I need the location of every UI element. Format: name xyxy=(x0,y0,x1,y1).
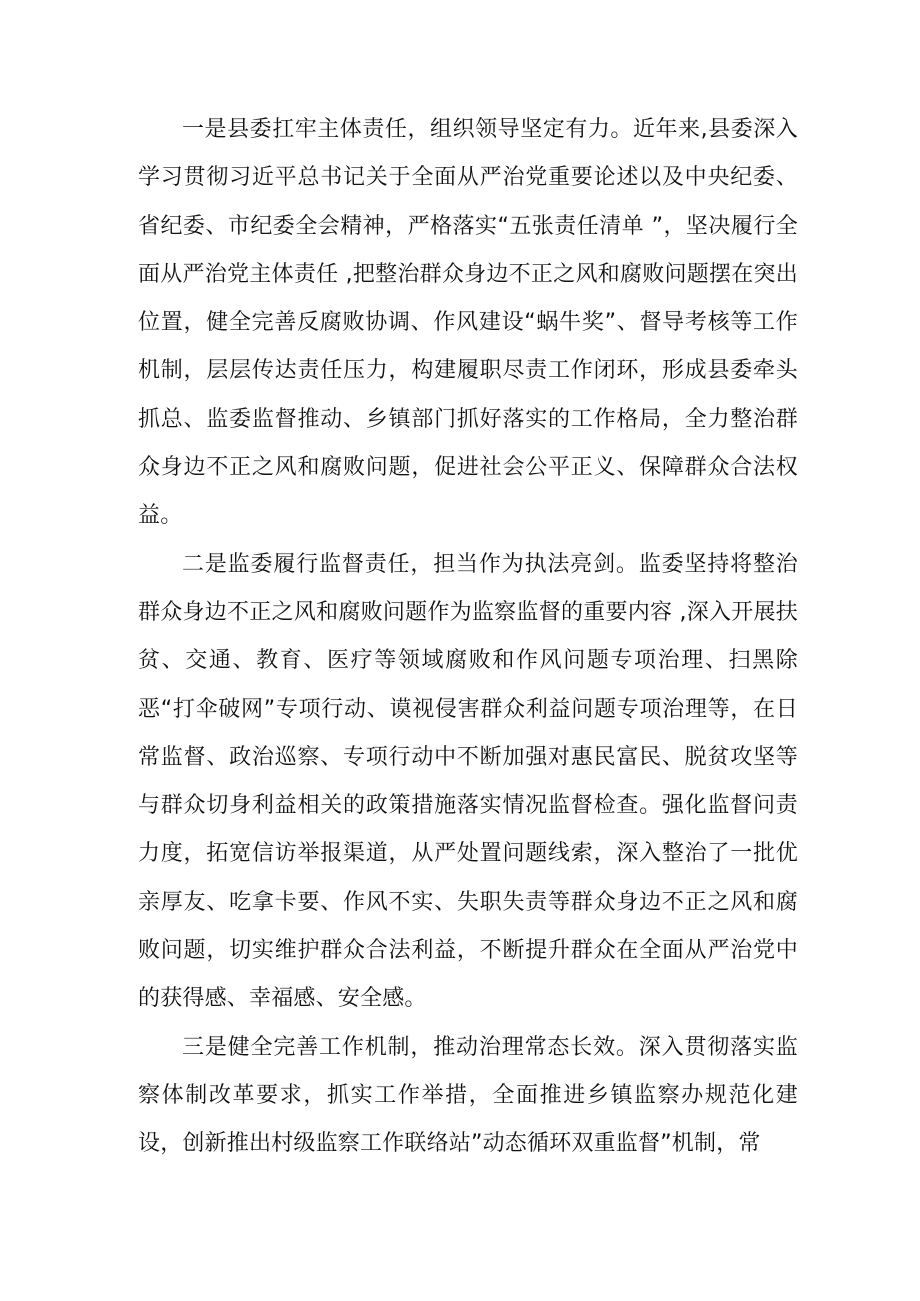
document-body xyxy=(138,106,798,1169)
paragraph-1: 一是县委扛牢主体责任，组织领导坚定有力。近年来,县委深入学习贯彻习近平总书记关于全面从严治党重要论述以及中央纪委、省纪委、市纪委全会精神，严格落实“五张责任清单 ”，坚决履行全面从严治党主体责任 ,把整治群众身边不正之风和腐败问题摆在突出位置，健全完善反腐败协调、作风建设“蜗牛奖”、督导考核等工作机制，层层传达责任压力，构建履职尽责工作闭环，形成县委牵头抓总、监委监督推动、乡镇部门抓好落实的工作格局，全力整治群众身边不正之风和腐败问题，促进社会公平正义、保障群众合法权益。 xyxy=(138,117,798,529)
paragraph-3: 三是健全完善工作机制，推动治理常态长效。深入贯彻落实监察体制改革要求，抓实工作举措，全面推进乡镇监察办规范化建设，创新推出村级监察工作联络站”动态循环双重监督”机制，常 xyxy=(138,1034,798,1157)
paragraph-2: 二是监委履行监督责任，担当作为执法亮剑。监委坚持将整治群众身边不正之风和腐败问题作为监察监督的重要内容 ,深入开展扶贫、交通、教育、医疗等领域腐败和作风问题专项治理、扫黑除恶“打伞破网”专项行动、谟视侵害群众利益问题专项治理等，在日常监督、政治巡察、专项行动中不断加强对惠民富民、脱贫攻坚等与群众切身利益相关的政策措施落实情况监督检查。强化监督问责力度，拓宽信访举报渠道，从严处置问题线索，深入整治了一批优亲厚友、吃拿卡要、作风不实、失职失责等群众身边不正之风和腐败问题，切实维护群众合法利益，不断提升群众在全面从严治党中的获得感、幸福感、安全感。 xyxy=(138,551,798,1012)
